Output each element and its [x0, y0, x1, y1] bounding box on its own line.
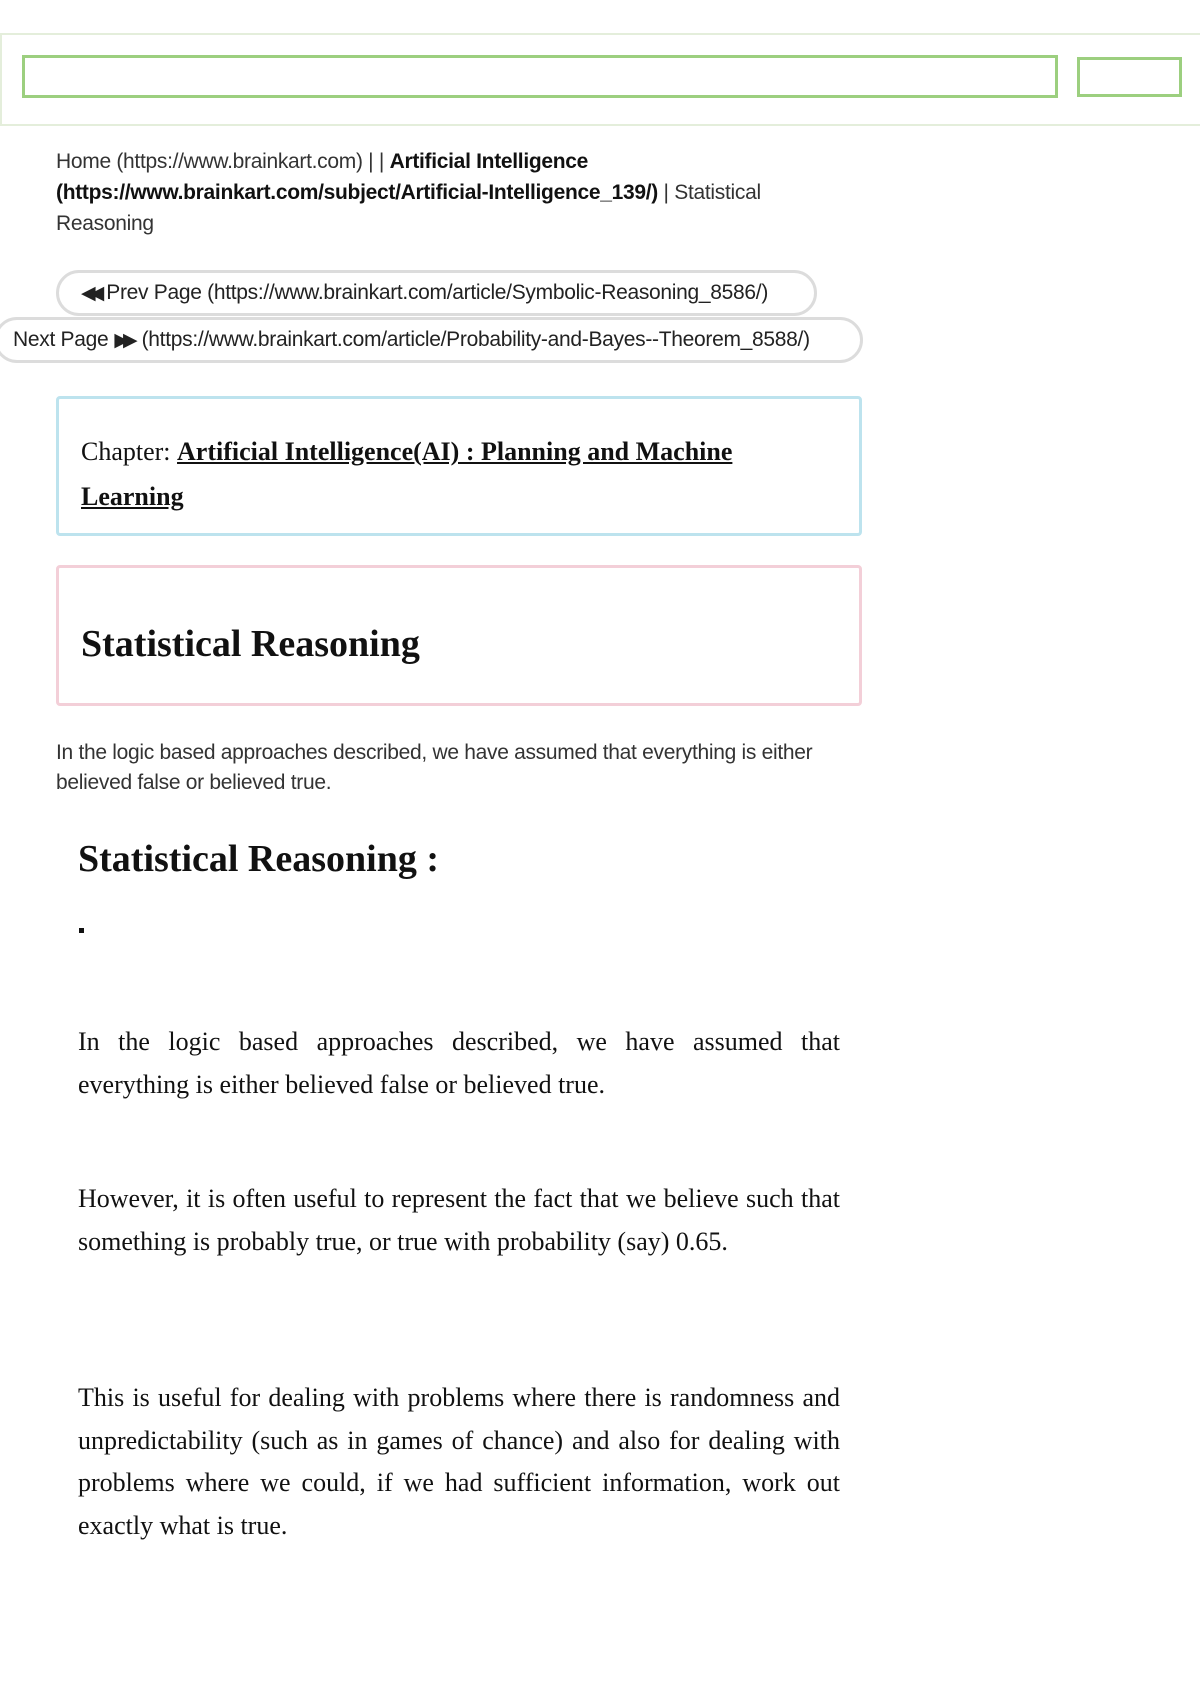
prev-page-label: Prev Page (https://www.brainkart.com/article/Symbolic-Reasoning_8586/) [106, 281, 769, 304]
section-heading: Statistical Reasoning : [78, 838, 439, 880]
next-page-button[interactable] [0, 317, 863, 363]
breadcrumb-subject-link[interactable]: Artificial Intelligence (https://www.brainkart.com/subject/Artificial-Intelligence_139/) [56, 150, 658, 204]
article-title-box [56, 565, 862, 706]
chapter-prefix: Chapter: [81, 437, 171, 466]
breadcrumb-home-link[interactable]: Home (https://www.brainkart.com) | | [56, 150, 385, 173]
double-chevron-left-icon: ◀◀ [81, 283, 99, 304]
intro-text: In the logic based approaches described, we have assumed that everything is either believed false or believed true. [56, 741, 813, 794]
prev-page-button[interactable] [56, 270, 817, 316]
breadcrumb [56, 146, 816, 239]
bullet-dot [79, 928, 84, 933]
body-paragraph: However, it is often useful to represent the fact that we believe such that something is probably true, or true with probability (say) 0.65. [78, 1184, 840, 1256]
search-button[interactable] [1077, 57, 1182, 97]
breadcrumb-separator: | [663, 181, 669, 204]
double-chevron-right-icon: ▶▶ [114, 330, 132, 351]
search-bar [0, 33, 1200, 126]
page-title: Statistical Reasoning [81, 623, 420, 665]
chapter-box [56, 396, 862, 536]
search-input[interactable] [22, 55, 1058, 98]
body-paragraph: In the logic based approaches described, we have assumed that everything is either believed false or believed true. [78, 1027, 840, 1099]
next-page-label: Next Page [13, 328, 109, 351]
chapter-link[interactable]: Artificial Intelligence(AI) : Planning and Machine Learning [81, 437, 733, 511]
body-paragraph: This is useful for dealing with problems where there is randomness and unpredictability (such as in games of chance) and also for dealing with problems where we could, if we had sufficient information, work out exactly what is true. [78, 1383, 840, 1540]
breadcrumb-current: Statistical Reasoning [56, 181, 761, 235]
next-page-url: (https://www.brainkart.com/article/Probability-and-Bayes--Theorem_8588/) [141, 328, 810, 351]
